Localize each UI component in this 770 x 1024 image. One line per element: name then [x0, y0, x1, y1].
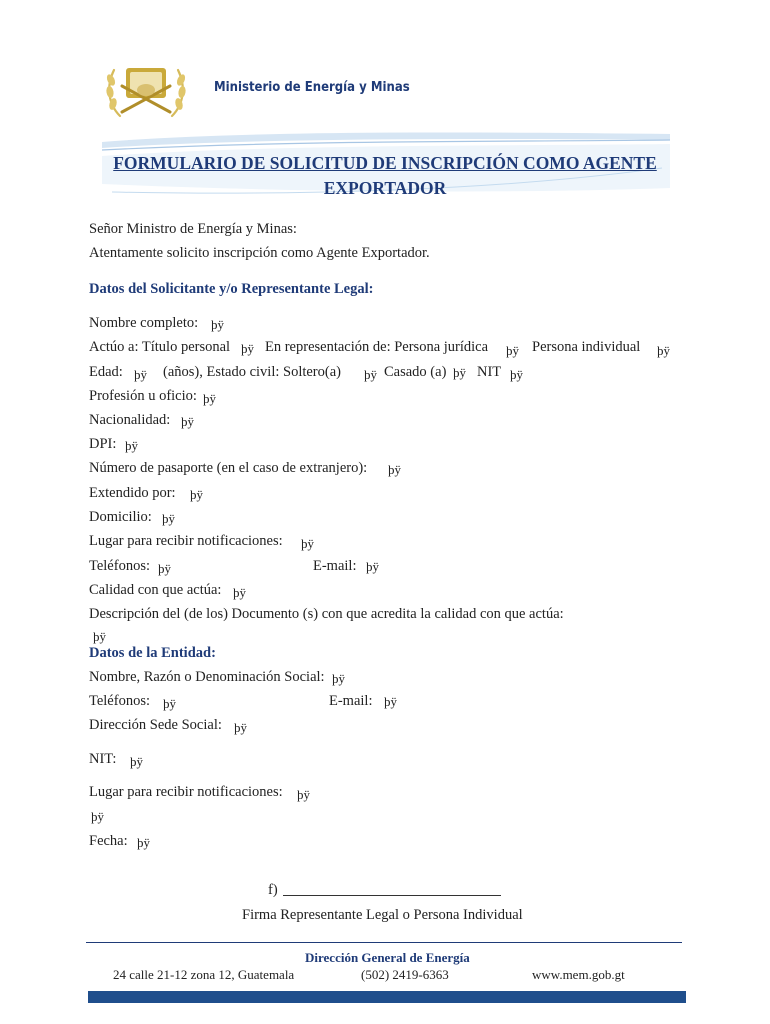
label-pasaporte: Número de pasaporte (en el caso de extranjero): [89, 460, 368, 476]
field-nacionalidad[interactable]: þÿ [181, 414, 194, 429]
field-domicilio[interactable]: þÿ [162, 511, 175, 526]
label-telefonos-entidad: Teléfonos: [89, 693, 150, 709]
field-direccion-sede[interactable]: þÿ [234, 720, 247, 735]
field-nombre-completo[interactable]: þÿ [211, 317, 224, 332]
label-persona-individual: Persona individual [532, 339, 641, 355]
label-fecha: Fecha: [89, 833, 128, 849]
label-calidad: Calidad con que actúa: [89, 582, 222, 598]
label-representacion-persona-juridica: En representación de: Persona jurídica [265, 339, 489, 355]
label-email-entidad: E-mail: [329, 693, 373, 709]
applicant-section-heading: Datos del Solicitante y/o Representante Legal: [89, 281, 374, 297]
label-anos-estado-civil-soltero: (años), Estado civil: Soltero(a) [163, 364, 341, 380]
field-titulo-personal[interactable]: þÿ [241, 341, 254, 356]
field-soltero[interactable]: þÿ [364, 367, 377, 382]
label-lugar-notificaciones-entidad: Lugar para recibir notificaciones: [89, 784, 283, 800]
field-dpi[interactable]: þÿ [125, 438, 138, 453]
field-persona-juridica[interactable]: þÿ [506, 343, 519, 358]
label-domicilio: Domicilio: [89, 509, 152, 525]
field-persona-individual[interactable]: þÿ [657, 343, 670, 358]
label-email-solicitante: E-mail: [313, 558, 357, 574]
signature-prefix: f) [268, 882, 278, 898]
field-nit-solicitante[interactable]: þÿ [510, 367, 523, 382]
label-nacionalidad: Nacionalidad: [89, 412, 171, 428]
label-direccion-sede: Dirección Sede Social: [89, 717, 222, 733]
form-title-line1: FORMULARIO DE SOLICITUD DE INSCRIPCIÓN COMO AGENTE [113, 153, 657, 173]
label-descripcion-documentos: Descripción del (de los) Documento (s) con que acredita la calidad con que actúa: [89, 606, 564, 622]
label-dpi: DPI: [89, 436, 117, 452]
form-title-line2: EXPORTADOR [323, 178, 447, 198]
field-edad[interactable]: þÿ [134, 367, 147, 382]
field-nit-entidad[interactable]: þÿ [130, 754, 143, 769]
field-descripcion-documentos[interactable]: þÿ [93, 629, 106, 644]
field-email-solicitante[interactable]: þÿ [366, 559, 379, 574]
salutation-text: Señor Ministro de Energía y Minas: [89, 221, 297, 237]
field-lugar-notificaciones-entidad-2[interactable]: þÿ [91, 809, 104, 824]
field-telefonos-entidad[interactable]: þÿ [163, 696, 176, 711]
label-profesion: Profesión u oficio: [89, 388, 197, 404]
label-lugar-notificaciones: Lugar para recibir notificaciones: [89, 533, 283, 549]
label-edad: Edad: [89, 364, 123, 380]
label-nit-solicitante: NIT [477, 364, 502, 380]
field-extendido-por[interactable]: þÿ [190, 487, 203, 502]
footer-website[interactable]: www.mem.gob.gt [532, 967, 625, 982]
field-calidad[interactable]: þÿ [233, 585, 246, 600]
signature-caption: Firma Representante Legal o Persona Individual [242, 907, 523, 923]
label-actuo-titulo-personal: Actúo a: Título personal [89, 339, 231, 355]
label-telefonos-solicitante: Teléfonos: [89, 558, 150, 574]
label-extendido-por: Extendido por: [89, 485, 176, 501]
field-razon-social[interactable]: þÿ [332, 671, 345, 686]
entity-section-heading: Datos de la Entidad: [89, 645, 216, 661]
ministry-name: Ministerio de Energía y Minas [214, 80, 410, 95]
signature-line[interactable] [283, 895, 501, 896]
footer-phone: (502) 2419-6363 [361, 967, 449, 982]
label-nombre-completo: Nombre completo: [89, 315, 199, 331]
coat-of-arms-logo [100, 56, 192, 124]
label-casado: Casado (a) [384, 364, 447, 380]
label-nit-entidad: NIT: [89, 751, 117, 767]
footer-address: 24 calle 21-12 zona 12, Guatemala [113, 967, 295, 982]
field-casado[interactable]: þÿ [453, 365, 466, 380]
footer-color-bar [88, 991, 686, 1003]
field-profesion[interactable]: þÿ [203, 391, 216, 406]
field-pasaporte[interactable]: þÿ [388, 462, 401, 477]
field-telefonos-solicitante[interactable]: þÿ [158, 561, 171, 576]
request-text: Atentamente solicito inscripción como Agente Exportador. [89, 245, 430, 261]
field-email-entidad[interactable]: þÿ [384, 694, 397, 709]
footer-divider [86, 942, 682, 943]
field-lugar-notificaciones[interactable]: þÿ [301, 536, 314, 551]
field-fecha[interactable]: þÿ [137, 835, 150, 850]
footer-office: Dirección General de Energía [305, 950, 470, 965]
label-razon-social: Nombre, Razón o Denominación Social: [89, 669, 325, 685]
field-lugar-notificaciones-entidad[interactable]: þÿ [297, 787, 310, 802]
